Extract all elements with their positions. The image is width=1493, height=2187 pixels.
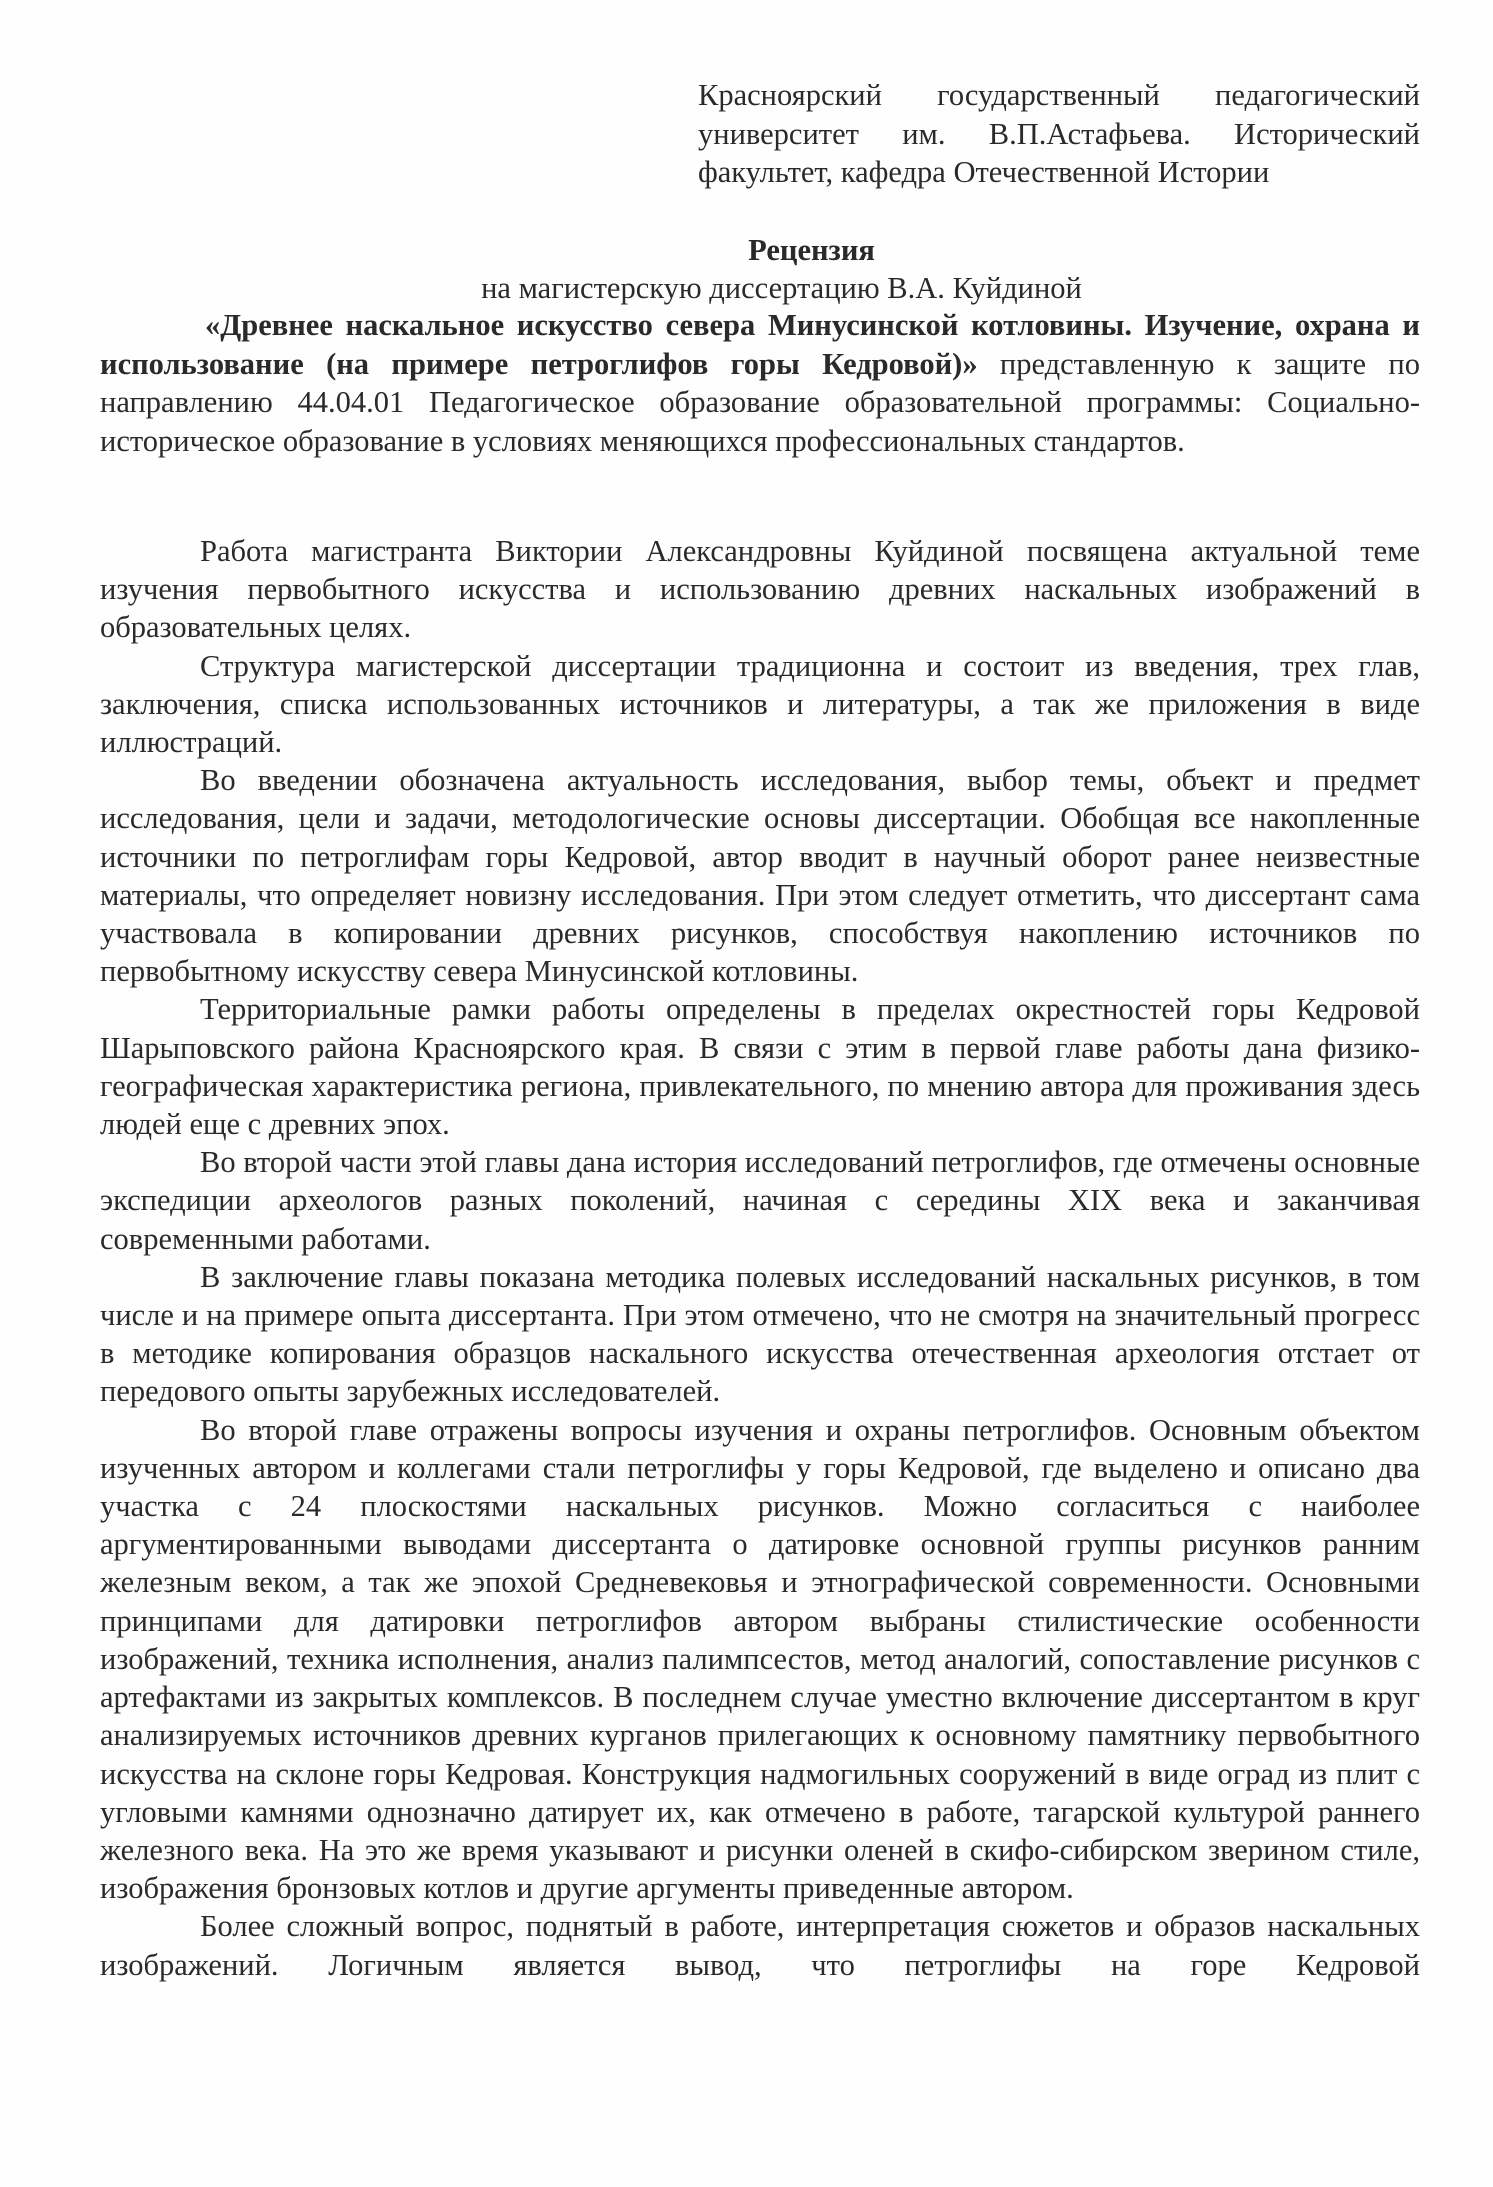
thesis-title: «Древнее наскальное искусство севера Минусинской котловины. Изучение, охрана и использование (на примере петроглифов горы Кедровой)»	[100, 308, 1420, 381]
paragraph-introduction: Во введении обозначена актуальность исследования, выбор темы, объект и предмет исследования, цели и задачи, методологические основы диссертации. Обобщая все накопленные источники по петроглифам горы Кедровой, автор вводит в научный оборот ранее неизвестные материалы, что определяет новизну исследования. При этом следует отметить, что диссертант сама участвовала в копировании древних рисунков, способствуя накоплению источников по первобытному искусству севера Минусинской котловины.	[100, 763, 1420, 989]
paragraph-topic: Работа магистранта Виктории Александровны Куйдиной посвящена актуальной теме изучения первобытного искусства и использованию древних наскальных изображений в образовательных целях.	[100, 534, 1420, 645]
document-subtitle: на магистерскую диссертацию В.А. Куйдиной	[481, 271, 1082, 305]
paragraph-interpretation: Более сложный вопрос, поднятый в работе, интерпретация сюжетов и образов наскальных изображений. Логичным является вывод, что петроглифы на горе Кедровой	[100, 1909, 1420, 1982]
institution-header: Красноярский государственный педагогический университет им. В.П.Астафьева. Исторический факультет, кафедра Отечественной Истории	[698, 78, 1420, 189]
paragraph-methodology: В заключение главы показана методика полевых исследований наскальных рисунков, в том числе и на примере опыта диссертанта. При этом отмечено, что не смотря на значительный прогресс в методике копирования образцов наскального искусства отечественная археология отстает от передового опыты зарубежных исследователей.	[100, 1259, 1420, 1409]
paragraph-structure: Структура магистерской диссертации традиционна и состоит из введения, трех глав, заключения, списка использованных источников и литературы, а так же приложения в виде иллюстраций.	[100, 648, 1420, 760]
thesis-block	[100, 306, 1420, 460]
thesis-details: представленную к защите по направлению 44.04.01 Педагогическое образование образовательной программы: Социально-историческое образование в условиях меняющихся профессиональных стандартов.	[100, 346, 1420, 458]
paragraph-second-chapter: Во второй главе отражены вопросы изучения и охраны петроглифов. Основным объектом изученных автором и коллегами стали петроглифы у горы Кедровой, где выделено и описано два участка с 24 плоскостями наскальных рисунков. Можно согласиться с наиболее аргументированными выводами диссертанта о датировке основной группы рисунков ранним железным веком, а так же эпохой Средневековья и этнографической современности. Основными принципами для датировки петроглифов автором выбраны стилистические особенности изображений, техника исполнения, анализ палимпсестов, метод аналогий, сопоставление рисунков с артефактами из закрытых комплексов. В последнем случае уместно включение диссертантом в круг анализируемых источников древних курганов прилегающих к основному памятнику первобытного искусства на склоне горы Кедровая. Конструкция надмогильных сооружений в виде оград из плит с угловыми камнями однозначно датирует их, как отмечено в работе, тагарской культурой раннего железного века. На это же время указывают и рисунки оленей в скифо-сибирском зверином стиле, изображения бронзовых котлов и другие аргументы приведенные автором.	[100, 1412, 1420, 1906]
paragraph-territory: Территориальные рамки работы определены в пределах окрестностей горы Кедровой Шарыповского района Красноярского края. В связи с этим в первой главе работы дана физико-географическая характеристика региона, привлекательного, по мнению автора для проживания здесь людей еще с древних эпох.	[100, 992, 1420, 1142]
review-body	[100, 532, 1420, 1984]
paragraph-research-history: Во второй части этой главы дана история исследований петроглифов, где отмечены основные экспедиции археологов разных поколений, начиная с середины XIX века и заканчивая современными работами.	[100, 1145, 1420, 1256]
document-title: Рецензия	[748, 233, 875, 267]
